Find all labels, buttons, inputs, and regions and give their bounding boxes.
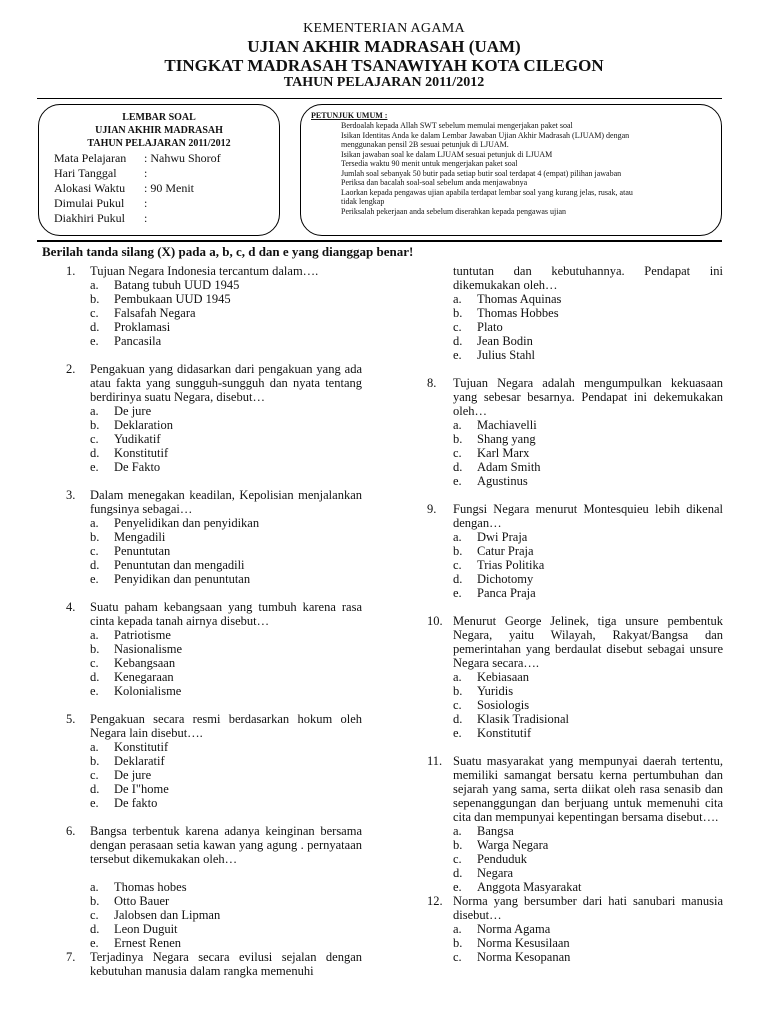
option-letter: a. — [90, 740, 99, 754]
option-text: Warga Negara — [477, 838, 549, 852]
option[interactable] — [90, 404, 362, 418]
info-value: : 90 Menit — [144, 181, 194, 195]
option-text: Yuridis — [477, 684, 514, 698]
ministry-title: KEMENTERIAN AGAMA — [303, 21, 465, 36]
exam-header — [0, 22, 768, 92]
question-number: 11. — [427, 754, 443, 768]
option[interactable] — [90, 544, 362, 558]
question-stem: Bangsa terbentuk karena adanya keinginan bersama dengan perasaan setia kawan yang agung . pernyataan tersebut dikemukakan oleh… — [90, 824, 362, 866]
option-text: Thomas Aquinas — [477, 292, 562, 306]
option-text: Agustinus — [477, 474, 528, 488]
option-text: Panca Praja — [477, 586, 536, 600]
petunjuk-list — [341, 121, 713, 216]
option-letter: a. — [90, 880, 99, 894]
option-text: Trias Politika — [477, 558, 545, 572]
option[interactable] — [90, 334, 362, 348]
option-letter: a. — [453, 530, 462, 544]
option[interactable] — [90, 670, 362, 684]
option-letter: e. — [453, 348, 462, 362]
option[interactable] — [453, 712, 723, 726]
option[interactable] — [90, 768, 362, 782]
question-number: 4. — [66, 600, 76, 614]
question-stem-continued: tuntutan dan kebutuhannya. Pendapat ini dikemukakan oleh… — [453, 264, 723, 292]
option[interactable] — [90, 530, 362, 544]
info-key: Mata Pelajaran — [54, 151, 127, 165]
option-text: Thomas hobes — [114, 880, 187, 894]
lembar-year: TAHUN PELAJARAN 2011/2012 — [87, 138, 231, 149]
question-11 — [427, 754, 723, 894]
academic-year: TAHUN PELAJARAN 2011/2012 — [283, 75, 485, 90]
option-text: Norma Kesusilaan — [477, 936, 570, 950]
option[interactable] — [90, 922, 362, 936]
option-text: Norma Agama — [477, 922, 551, 936]
option-text: De jure — [114, 768, 152, 782]
option-text: Klasik Tradisional — [477, 712, 570, 726]
option[interactable] — [453, 880, 723, 894]
answer-instruction: Berilah tanda silang (X) pada a, b, c, d dan e yang dianggap benar! — [42, 244, 414, 259]
school-level-title: TINGKAT MADRASAH TSANAWIYAH KOTA CILEGON — [164, 56, 604, 75]
option[interactable] — [453, 320, 723, 334]
option-letter: e. — [90, 796, 99, 810]
question-stem: Pengakuan secara resmi berdasarkan hokum oleh Negara lain disebut…. — [90, 712, 362, 740]
option[interactable] — [90, 572, 362, 586]
question-number: 2. — [66, 362, 76, 376]
option-text: Patriotisme — [114, 628, 171, 642]
question-stem: Suatu masyarakat yang mempunyai daerah tertentu, memiliki samangat bersatu kerna pertumbuhan dan sejarah yang sama, serta diikat oleh rasa senasib dan sepenanggungan dan berjuang untuk memenuhi cita cita dan mempunyai kepentingan bersama disebut…. — [453, 754, 723, 824]
option[interactable] — [90, 796, 362, 810]
petunjuk-item: menggunakan pensil 2B sesuai petunjuk di LJUAM. — [341, 140, 509, 149]
option-letter: c. — [453, 558, 462, 572]
option[interactable] — [453, 292, 723, 306]
option-letter: d. — [90, 446, 100, 460]
petunjuk-item: Tersedia waktu 90 menit untuk mengerjakan paket soal — [341, 159, 518, 168]
option-letter: e. — [90, 460, 99, 474]
option-text: Jean Bodin — [477, 334, 533, 348]
option-text: Penyelidikan dan penyidikan — [114, 516, 260, 530]
option[interactable] — [90, 754, 362, 768]
questions-right-column — [427, 264, 723, 964]
option-text: Pembukaan UUD 1945 — [114, 292, 231, 306]
question-stem: Dalam menegakan keadilan, Kepolisian menjalankan fungsinya sebagai… — [90, 488, 362, 516]
option-text: Deklaratif — [114, 754, 165, 768]
question-10 — [427, 614, 723, 740]
option-letter: d. — [90, 782, 100, 796]
option-text: Negara — [477, 866, 514, 880]
option-letter: d. — [90, 320, 100, 334]
option-text: Batang tubuh UUD 1945 — [114, 278, 240, 292]
info-value: : — [144, 211, 148, 225]
lembar-title: LEMBAR SOAL — [122, 112, 196, 123]
option-letter: e. — [453, 474, 462, 488]
option-text: De fakto — [114, 796, 158, 810]
petunjuk-item: Isikan jawaban soal ke dalam LJUAM sesuai petunjuk di LJUAM — [341, 149, 553, 159]
option[interactable] — [90, 418, 362, 432]
option-text: Jalobsen dan Lipman — [114, 908, 221, 922]
option-letter: a. — [453, 922, 462, 936]
info-row — [54, 196, 221, 211]
option-letter: b. — [453, 838, 463, 852]
option-text: Plato — [477, 320, 503, 334]
option-text: Falsafah Negara — [114, 306, 196, 320]
option[interactable] — [453, 950, 723, 964]
option-text: Norma Kesopanan — [477, 950, 571, 964]
option-text: De Fakto — [114, 460, 161, 474]
option-letter: b. — [453, 432, 463, 446]
exam-info-table — [54, 151, 221, 226]
option-letter: c. — [90, 656, 99, 670]
option-letter: e. — [453, 726, 462, 740]
option-text: Penyidikan dan penuntutan — [114, 572, 251, 586]
option-letter: b. — [90, 530, 100, 544]
option[interactable] — [453, 866, 723, 880]
option-text: Konstitutif — [477, 726, 532, 740]
option-text: Ernest Renen — [114, 936, 181, 950]
option-text: Konstitutif — [114, 446, 169, 460]
question-number: 1. — [66, 264, 76, 278]
option[interactable] — [90, 320, 362, 334]
question-number: 10. — [427, 614, 443, 628]
option[interactable] — [90, 516, 362, 530]
option-text: Bangsa — [477, 824, 514, 838]
option[interactable] — [453, 936, 723, 950]
question-8 — [427, 376, 723, 488]
option-letter: c. — [90, 432, 99, 446]
question-stem: Terjadinya Negara secara evilusi sejalan dengan kebutuhan manusia dalam rangka memenuhi — [90, 950, 362, 978]
question-6 — [42, 824, 362, 950]
option-letter: d. — [90, 670, 100, 684]
option[interactable] — [90, 558, 362, 572]
info-value: : — [144, 166, 148, 180]
question-12 — [427, 894, 723, 964]
option-letter: b. — [90, 642, 100, 656]
question-stem: Pengakuan yang didasarkan dari pengakuan yang ada atau fakta yang sungguh-sungguh dan nyata tentang berdirinya suatu Negara, disebut… — [90, 362, 362, 404]
option-text: Shang yang — [477, 432, 536, 446]
option-text: Nasionalisme — [114, 642, 183, 656]
option-letter: a. — [453, 418, 462, 432]
option-letter: c. — [90, 908, 99, 922]
option[interactable] — [453, 474, 723, 488]
option-letter: d. — [453, 334, 463, 348]
option-letter: e. — [90, 684, 99, 698]
option[interactable] — [453, 852, 723, 866]
option[interactable] — [453, 726, 723, 740]
question-number: 3. — [66, 488, 76, 502]
option-letter: d. — [453, 712, 463, 726]
option-letter: b. — [453, 306, 463, 320]
option[interactable] — [90, 628, 362, 642]
info-row — [54, 211, 221, 226]
question-4 — [42, 600, 362, 698]
option-letter: a. — [90, 516, 99, 530]
option[interactable] — [453, 586, 723, 600]
option-letter: d. — [90, 558, 100, 572]
option-letter: e. — [90, 334, 99, 348]
option[interactable] — [90, 292, 362, 306]
option[interactable] — [90, 936, 362, 950]
option-text: Proklamasi — [114, 320, 171, 334]
info-value: : — [144, 196, 148, 210]
option-text: Kebiasaan — [477, 670, 530, 684]
option-letter: c. — [90, 768, 99, 782]
info-key: Dimulai Pukul — [54, 196, 125, 210]
option[interactable] — [453, 684, 723, 698]
option-text: Thomas Hobbes — [477, 306, 559, 320]
question-stem: Norma yang bersumber dari hati sanubari manusia disebut… — [453, 894, 723, 922]
option[interactable] — [90, 306, 362, 320]
option-text: Karl Marx — [477, 446, 530, 460]
option-letter: e. — [453, 880, 462, 894]
option-text: Adam Smith — [477, 460, 541, 474]
question-stem: Tujuan Negara Indonesia tercantum dalam…. — [90, 264, 319, 278]
petunjuk-item: Jumlah soal sebanyak 50 butir pada setiap butir soal terdapat 4 (empat) pilihan jawaban — [341, 168, 622, 178]
option-text: Sosiologis — [477, 698, 530, 712]
petunjuk-item: Periksalah pekerjaan anda sebelum diserahkan kepada pengawas ujian — [341, 206, 567, 216]
option-letter: b. — [90, 754, 100, 768]
petunjuk-item: Periksa dan bacalah soal-soal sebelum anda menjawabnya — [341, 178, 528, 187]
question-number: 9. — [427, 502, 437, 516]
option[interactable] — [453, 824, 723, 838]
option-letter: e. — [453, 586, 462, 600]
option-letter: c. — [453, 950, 462, 964]
option-letter: a. — [90, 628, 99, 642]
option-text: Deklaration — [114, 418, 174, 432]
option[interactable] — [453, 922, 723, 936]
question-number: 5. — [66, 712, 76, 726]
option-letter: d. — [453, 460, 463, 474]
option-text: Mengadili — [114, 530, 166, 544]
option[interactable] — [453, 460, 723, 474]
option[interactable] — [90, 782, 362, 796]
question-7 — [42, 950, 362, 978]
lembar-soal-panel — [38, 104, 280, 236]
option-letter: b. — [90, 292, 100, 306]
exam-title: UJIAN AKHIR MADRASAH (UAM) — [247, 37, 521, 56]
question-3 — [42, 488, 362, 586]
info-row — [54, 151, 221, 166]
option-text: Anggota Masyarakat — [477, 880, 582, 894]
instruction-divider — [37, 240, 722, 242]
option-text: Otto Bauer — [114, 894, 170, 908]
option[interactable] — [453, 838, 723, 852]
option[interactable] — [453, 348, 723, 362]
option[interactable] — [453, 306, 723, 320]
option-text: Julius Stahl — [477, 348, 535, 362]
option[interactable] — [90, 740, 362, 754]
option[interactable] — [453, 558, 723, 572]
option[interactable] — [453, 418, 723, 432]
question-number: 8. — [427, 376, 437, 390]
question-stem: Fungsi Negara menurut Montesquieu lebih dikenal dengan… — [453, 502, 723, 530]
question-stem: Menurut George Jelinek, tiga unsure pembentuk Negara, yaitu Wilayah, Rakyat/Bangsa dan pemerintahan yang berdaulat disebut sebagai unsure Negara secara…. — [453, 614, 723, 670]
info-row — [54, 166, 221, 181]
option-text: Konstitutif — [114, 740, 169, 754]
option[interactable] — [90, 446, 362, 460]
option-text: Kenegaraan — [114, 670, 174, 684]
option[interactable] — [453, 698, 723, 712]
option[interactable] — [453, 572, 723, 586]
info-row — [54, 181, 221, 196]
option-text: De I"home — [114, 782, 169, 796]
option[interactable] — [453, 432, 723, 446]
option-letter: b. — [90, 894, 100, 908]
petunjuk-umum-panel — [300, 104, 722, 236]
question-number: 12. — [427, 894, 443, 908]
option-letter: b. — [453, 684, 463, 698]
option-text: Dichotomy — [477, 572, 534, 586]
option-text: Penuntutan — [114, 544, 171, 558]
option-letter: d. — [453, 866, 463, 880]
option-text: Kolonialisme — [114, 684, 182, 698]
option[interactable] — [453, 446, 723, 460]
option-letter: e. — [90, 572, 99, 586]
question-1 — [42, 264, 362, 348]
petunjuk-item: tidak lengkap — [341, 197, 385, 206]
option-letter: c. — [453, 698, 462, 712]
option[interactable] — [453, 334, 723, 348]
header-divider — [37, 98, 722, 99]
question-9 — [427, 502, 723, 600]
option-text: Yudikatif — [114, 432, 161, 446]
option-letter: c. — [90, 306, 99, 320]
info-key: Alokasi Waktu — [54, 181, 126, 195]
option-letter: a. — [453, 824, 462, 838]
option-letter: e. — [90, 936, 99, 950]
option-letter: a. — [90, 278, 99, 292]
option-letter: a. — [453, 292, 462, 306]
question-2 — [42, 362, 362, 474]
option[interactable] — [453, 530, 723, 544]
option-text: Catur Praja — [477, 544, 534, 558]
petunjuk-item: Isikan Identitas Anda ke dalam Lembar Jawaban Ujian Akhir Madrasah (LJUAM) dengan — [341, 130, 630, 140]
question-stem: Tujuan Negara adalah mengumpulkan kekuasaan yang sebesar besarnya. Pendapat ini dekemukakan oleh… — [453, 376, 723, 418]
option-text: Leon Duguit — [114, 922, 178, 936]
info-key: Diakhiri Pukul — [54, 211, 125, 225]
option-text: Machiavelli — [477, 418, 537, 432]
option-text: De jure — [114, 404, 152, 418]
option[interactable] — [90, 894, 362, 908]
option[interactable] — [90, 908, 362, 922]
info-value: : Nahwu Shorof — [144, 151, 221, 165]
question-5 — [42, 712, 362, 810]
option[interactable] — [90, 880, 362, 894]
option-letter: c. — [453, 446, 462, 460]
question-stem: Suatu paham kebangsaan yang tumbuh karena rasa cinta kepada tanah airnya disebut… — [90, 600, 362, 628]
info-key: Hari Tanggal — [54, 166, 117, 180]
option-text: Kebangsaan — [114, 656, 176, 670]
option-letter: a. — [90, 404, 99, 418]
option-text: Dwi Praja — [477, 530, 528, 544]
option-letter: c. — [453, 320, 462, 334]
option-letter: d. — [90, 922, 100, 936]
lembar-subtitle: UJIAN AKHIR MADRASAH — [95, 125, 223, 136]
option[interactable] — [90, 684, 362, 698]
option-letter: d. — [453, 572, 463, 586]
questions-left-column — [42, 264, 362, 978]
option-letter: a. — [453, 670, 462, 684]
option[interactable] — [453, 670, 723, 684]
option-letter: c. — [90, 544, 99, 558]
question-number: 7. — [66, 950, 76, 964]
option[interactable] — [90, 460, 362, 474]
option-text: Penuntutan dan mengadili — [114, 558, 245, 572]
option[interactable] — [90, 432, 362, 446]
option-text: Pancasila — [114, 334, 162, 348]
option[interactable] — [90, 642, 362, 656]
option-letter: b. — [90, 418, 100, 432]
question-7-continued — [427, 264, 723, 362]
option-letter: c. — [453, 852, 462, 866]
option[interactable] — [90, 278, 362, 292]
option[interactable] — [90, 656, 362, 670]
option-letter: b. — [453, 936, 463, 950]
petunjuk-item: Laorkan kepada pengawas ujian apabila terdapat lembar soal yang kurang jelas, rusak, atau — [341, 187, 633, 197]
question-number: 6. — [66, 824, 76, 838]
option[interactable] — [453, 544, 723, 558]
petunjuk-item: Berdoalah kepada Allah SWT sebelum memulai mengerjakan paket soal — [341, 121, 573, 130]
option-letter: b. — [453, 544, 463, 558]
option-text: Penduduk — [477, 852, 527, 866]
petunjuk-title: PETUNJUK UMUM : — [311, 111, 388, 120]
